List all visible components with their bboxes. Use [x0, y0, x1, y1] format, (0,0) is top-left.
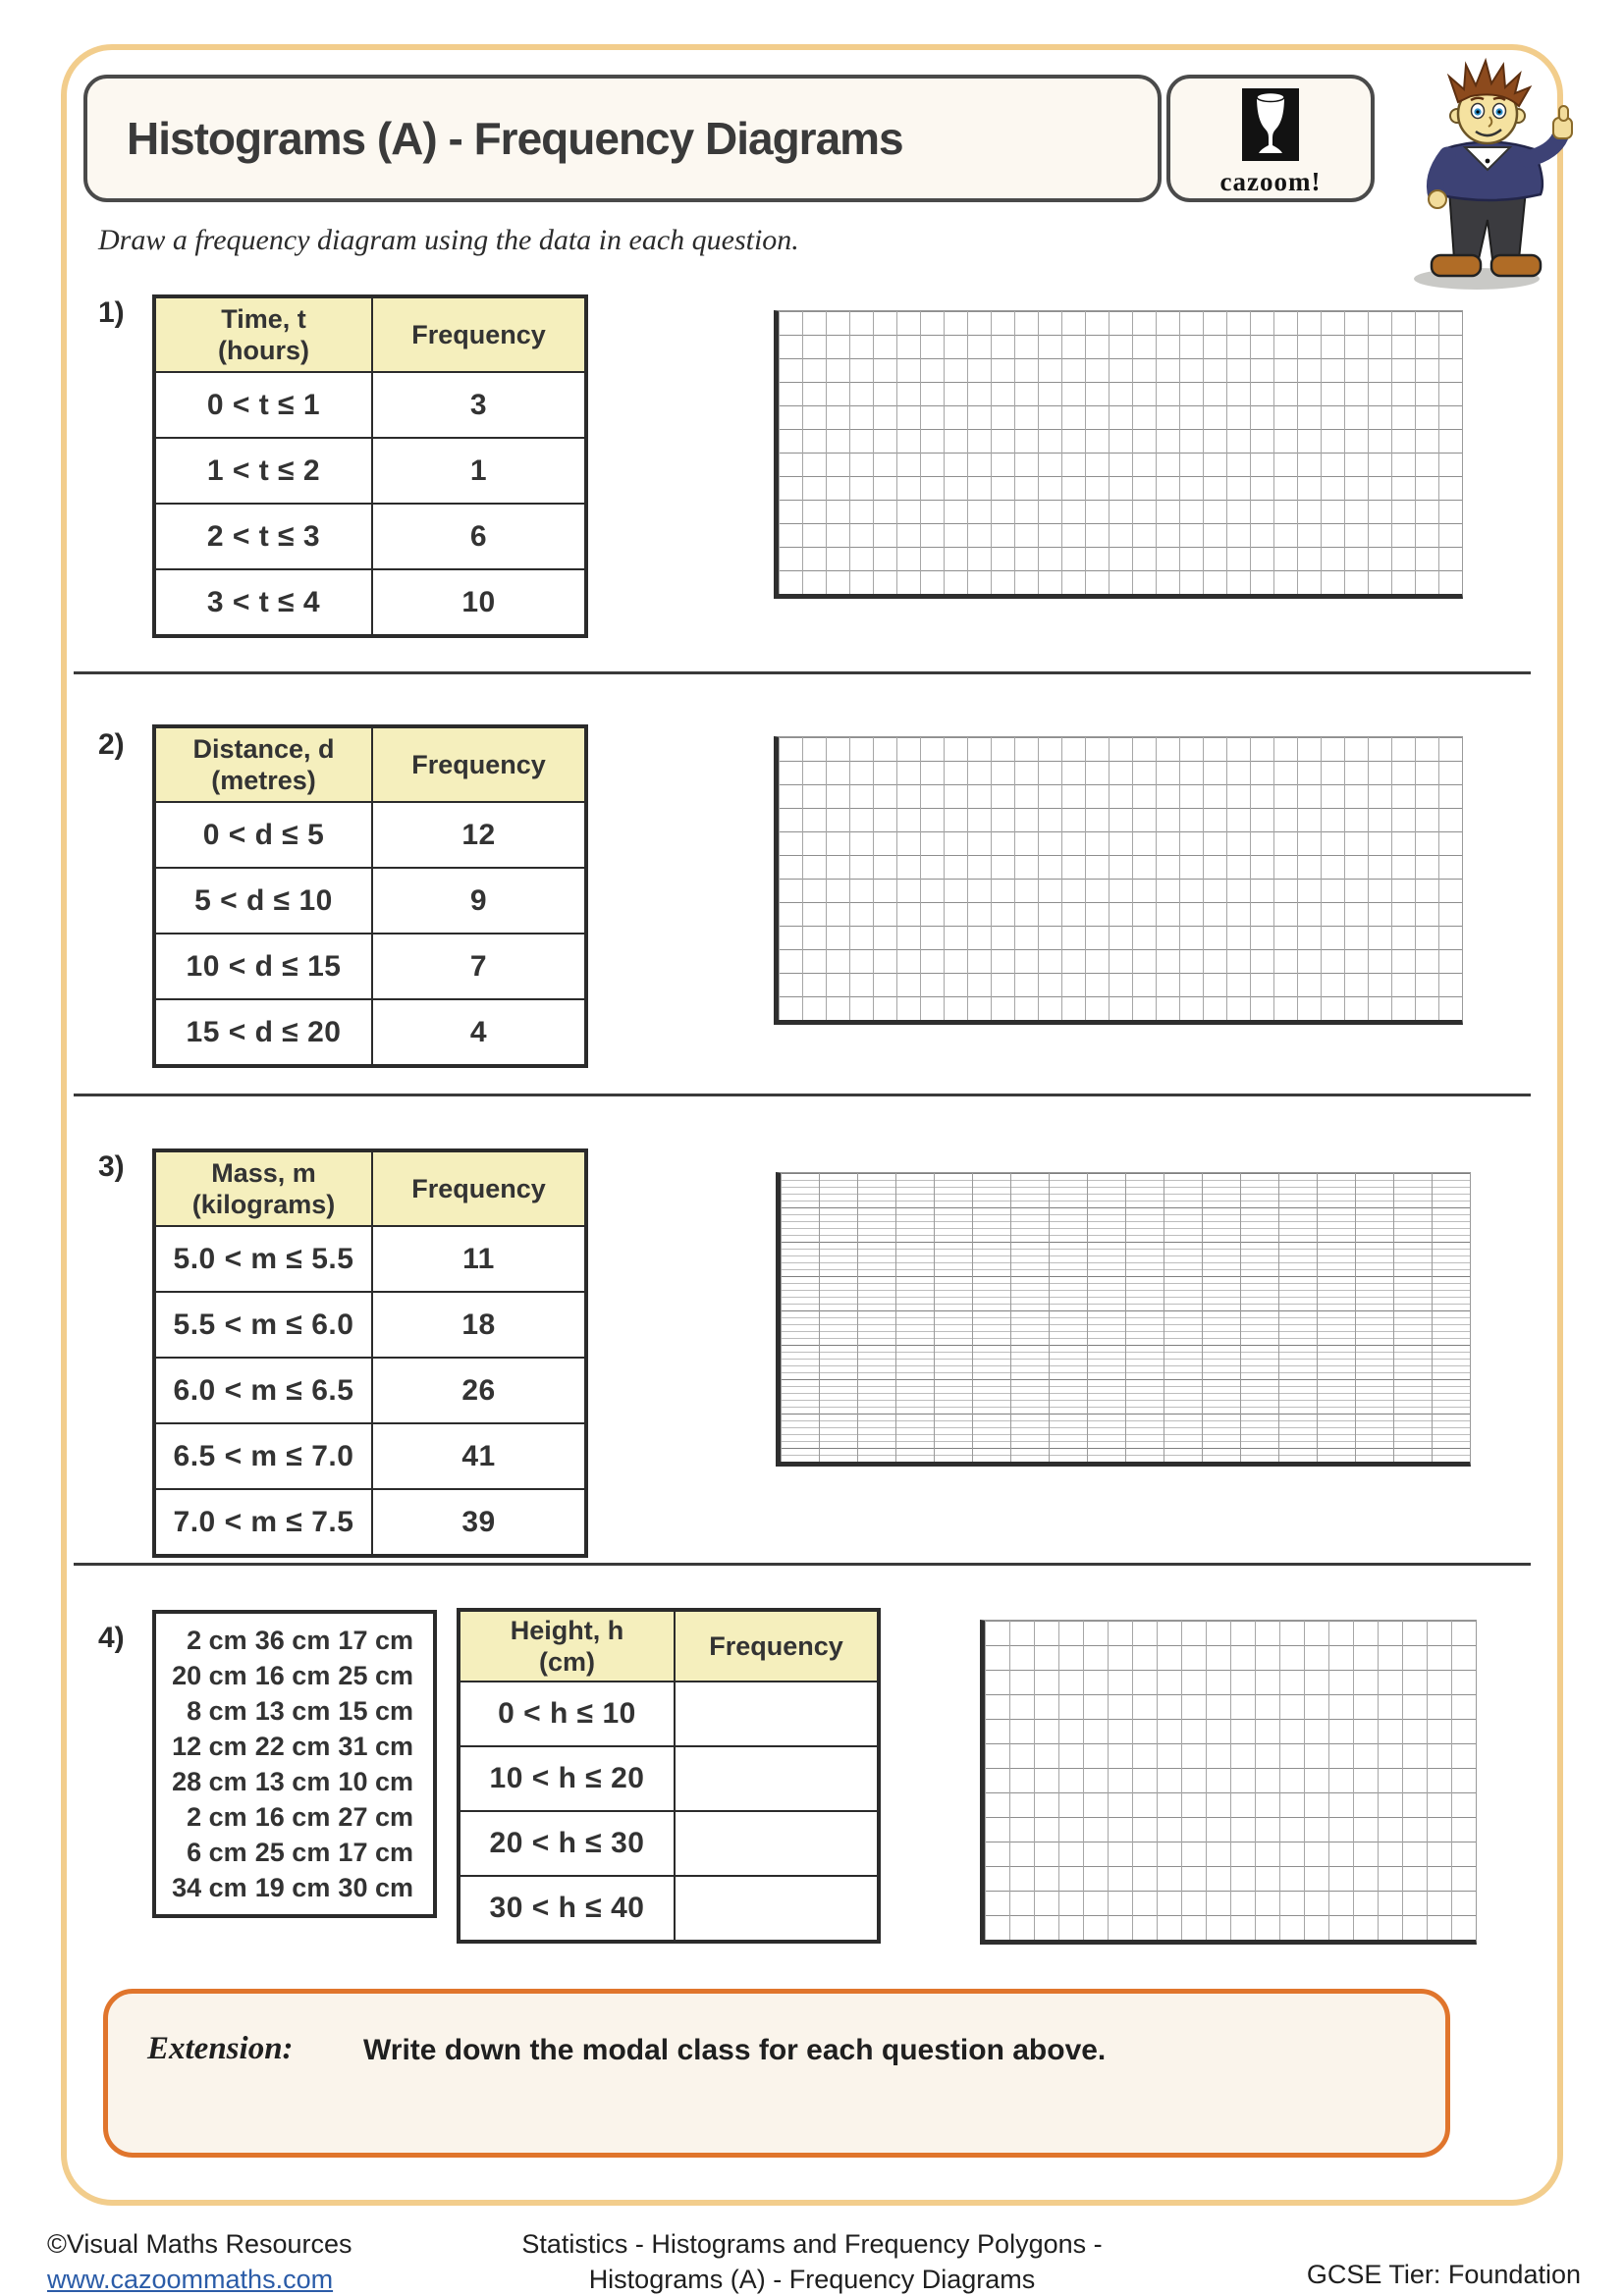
- footer-sheet-line: Histograms (A) - Frequency Diagrams: [588, 2265, 1036, 2294]
- data-value: 8 cm: [187, 1696, 247, 1726]
- header-line: (kilograms): [191, 1190, 336, 1219]
- data-value: 22 cm: [254, 1732, 331, 1761]
- range-cell: 6.5 < m ≤ 7.0: [154, 1423, 372, 1489]
- range-cell: 20 < h ≤ 30: [459, 1811, 675, 1876]
- section-divider: [74, 1563, 1531, 1566]
- header-line: (hours): [218, 336, 309, 365]
- mascot-character: [1377, 55, 1597, 293]
- range-cell: 0 < d ≤ 5: [154, 802, 372, 868]
- question-1-label: 1): [98, 296, 125, 329]
- frequency-cell: 26: [372, 1358, 586, 1423]
- data-value: 17 cm: [338, 1626, 413, 1655]
- data-value: 2 cm: [187, 1626, 247, 1655]
- title-box: [83, 75, 1162, 202]
- data-value: 13 cm: [254, 1696, 331, 1726]
- instruction-text: Draw a frequency diagram using the data in each question.: [98, 224, 799, 256]
- header-line: Distance, d: [192, 733, 335, 764]
- frequency-input-cell[interactable]: [675, 1682, 879, 1746]
- column-header-frequency: Frequency: [675, 1610, 879, 1682]
- question-2-label: 2): [98, 728, 125, 761]
- question-2-table: [152, 724, 588, 1068]
- frequency-input-cell[interactable]: [675, 1746, 879, 1811]
- question-4-raw-data-box: [152, 1610, 437, 1918]
- data-value: 34 cm: [172, 1873, 247, 1902]
- range-cell: 3 < t ≤ 4: [154, 569, 372, 636]
- frequency-cell: 41: [372, 1423, 586, 1489]
- question-4-drawing-grid[interactable]: [980, 1620, 1477, 1945]
- data-value: 25 cm: [254, 1838, 331, 1867]
- data-value: 17 cm: [338, 1838, 413, 1867]
- column-header-frequency: Frequency: [372, 726, 586, 802]
- range-cell: 6.0 < m ≤ 6.5: [154, 1358, 372, 1423]
- column-header-frequency: Frequency: [372, 1150, 586, 1226]
- header-line: (metres): [211, 766, 316, 795]
- frequency-cell: 18: [372, 1292, 586, 1358]
- header-line: Time, t: [221, 303, 306, 334]
- header-line: (cm): [538, 1647, 595, 1677]
- question-4-label: 4): [98, 1622, 125, 1654]
- cazoom-logo-box: [1166, 75, 1375, 202]
- page-title: Histograms (A) - Frequency Diagrams: [127, 113, 903, 164]
- question-3-table: [152, 1148, 588, 1558]
- header-line: Height, h: [510, 1615, 624, 1645]
- data-value: 16 cm: [254, 1661, 331, 1690]
- range-cell: 30 < h ≤ 40: [459, 1876, 675, 1942]
- column-header-frequency: Frequency: [372, 296, 586, 372]
- data-value: 16 cm: [254, 1802, 331, 1832]
- extension-text: Write down the modal class for each question above.: [363, 2034, 1107, 2066]
- column-header-class: [154, 296, 372, 372]
- footer-topic-line: Statistics - Histograms and Frequency Polygons -: [521, 2229, 1103, 2259]
- data-value: 2 cm: [187, 1802, 247, 1832]
- range-cell: 5 < d ≤ 10: [154, 868, 372, 934]
- range-cell: 0 < h ≤ 10: [459, 1682, 675, 1746]
- frequency-cell: 3: [372, 372, 586, 438]
- frequency-cell: 4: [372, 999, 586, 1066]
- header-line: Mass, m: [211, 1157, 316, 1188]
- question-3-label: 3): [98, 1150, 125, 1183]
- data-value: 15 cm: [338, 1696, 413, 1726]
- frequency-input-cell[interactable]: [675, 1811, 879, 1876]
- range-cell: 10 < h ≤ 20: [459, 1746, 675, 1811]
- question-1-table: [152, 294, 588, 638]
- cazoom-vase-icon: [1242, 88, 1299, 161]
- range-cell: 7.0 < m ≤ 7.5: [154, 1489, 372, 1556]
- data-value: 27 cm: [338, 1802, 413, 1832]
- range-cell: 0 < t ≤ 1: [154, 372, 372, 438]
- footer-tier: GCSE Tier: Foundation: [1306, 2260, 1581, 2289]
- section-divider: [74, 1094, 1531, 1096]
- question-1-drawing-grid[interactable]: [774, 310, 1463, 599]
- frequency-cell: 12: [372, 802, 586, 868]
- frequency-cell: 6: [372, 504, 586, 569]
- extension-box: [103, 1989, 1450, 2158]
- data-value: 19 cm: [254, 1873, 331, 1902]
- data-value: 25 cm: [338, 1661, 413, 1690]
- question-2-drawing-grid[interactable]: [774, 736, 1463, 1025]
- range-cell: 1 < t ≤ 2: [154, 438, 372, 504]
- data-value: 31 cm: [338, 1732, 413, 1761]
- frequency-input-cell[interactable]: [675, 1876, 879, 1942]
- data-value: 28 cm: [172, 1767, 247, 1796]
- column-header-class: [459, 1610, 675, 1682]
- extension-label: Extension:: [147, 2031, 294, 2066]
- column-header-class: [154, 1150, 372, 1226]
- range-cell: 5.5 < m ≤ 6.0: [154, 1292, 372, 1358]
- range-cell: 10 < d ≤ 15: [154, 934, 372, 999]
- frequency-cell: 39: [372, 1489, 586, 1556]
- frequency-cell: 10: [372, 569, 586, 636]
- data-value: 10 cm: [338, 1767, 413, 1796]
- copyright-text: ©Visual Maths Resources: [47, 2229, 352, 2259]
- frequency-cell: 11: [372, 1226, 586, 1292]
- section-divider: [74, 671, 1531, 674]
- range-cell: 15 < d ≤ 20: [154, 999, 372, 1066]
- question-3-drawing-grid[interactable]: [776, 1172, 1471, 1467]
- cazoom-website-link[interactable]: www.cazoommaths.com: [47, 2265, 334, 2294]
- data-value: 30 cm: [338, 1873, 413, 1902]
- question-4-table: [457, 1608, 881, 1944]
- cazoom-logo-text: cazoom!: [1219, 167, 1322, 196]
- range-cell: 2 < t ≤ 3: [154, 504, 372, 569]
- frequency-cell: 1: [372, 438, 586, 504]
- range-cell: 5.0 < m ≤ 5.5: [154, 1226, 372, 1292]
- data-value: 12 cm: [172, 1732, 247, 1761]
- frequency-cell: 7: [372, 934, 586, 999]
- data-value: 20 cm: [172, 1661, 247, 1690]
- column-header-class: [154, 726, 372, 802]
- frequency-cell: 9: [372, 868, 586, 934]
- data-value: 6 cm: [187, 1838, 247, 1867]
- data-value: 13 cm: [254, 1767, 331, 1796]
- data-value: 36 cm: [254, 1626, 331, 1655]
